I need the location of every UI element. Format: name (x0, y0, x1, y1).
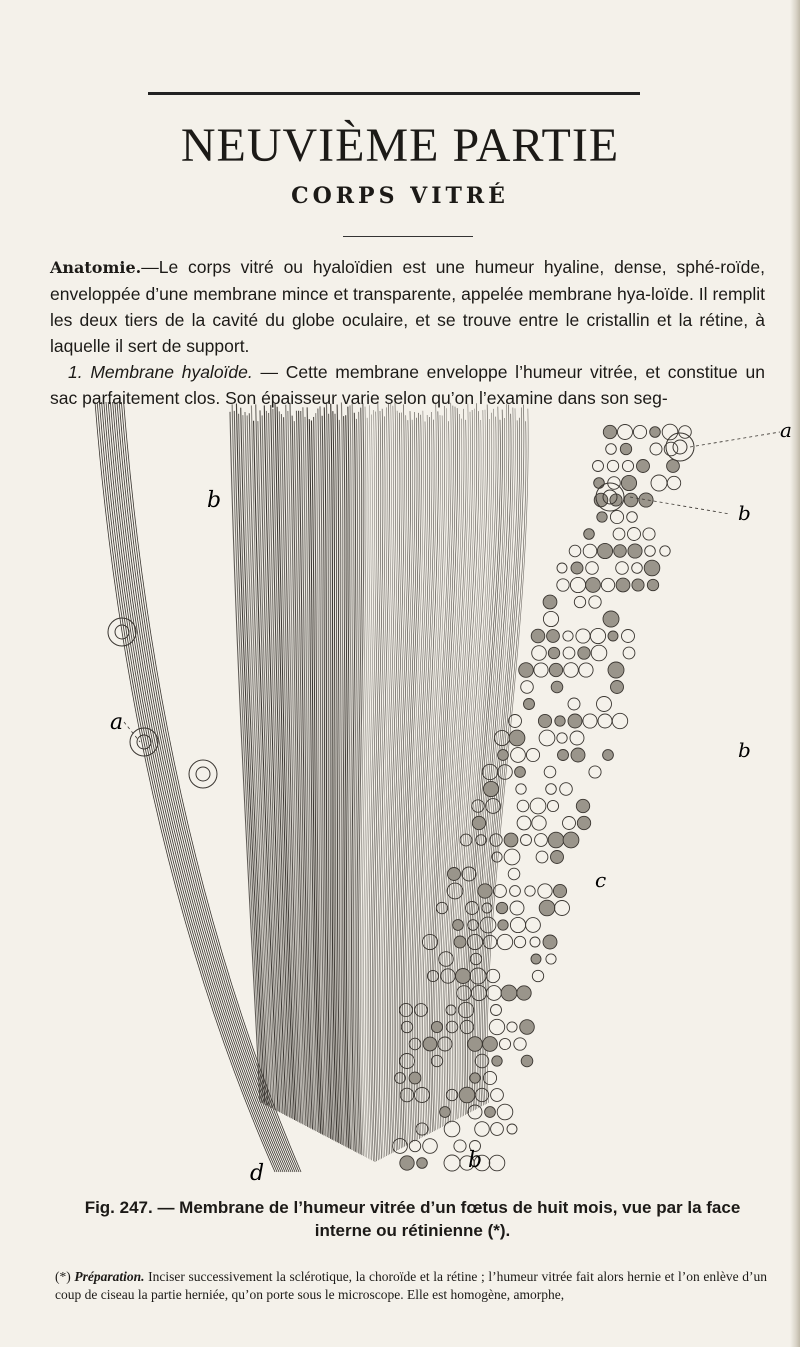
label-d: d (250, 1161, 265, 1185)
figure-number: Fig. 247. (84, 1198, 153, 1217)
label-a-right: a (780, 418, 792, 442)
label-b-right-upper: b (738, 501, 751, 525)
anatomie-label: Anatomie. (50, 258, 142, 277)
paragraph-anatomie (50, 254, 765, 359)
fiber-layer (95, 402, 528, 1172)
label-a-left: a (110, 710, 124, 735)
paragraph-2-label: 1. Membrane hyaloïde. (68, 362, 253, 382)
top-rule (148, 92, 640, 95)
section-rule (343, 236, 473, 237)
figure-illustration (90, 402, 795, 1185)
body-text (50, 254, 765, 411)
part-title: NEUVIÈME PARTIE (180, 119, 620, 172)
footnote-label: Préparation. (74, 1269, 145, 1284)
label-c: c (595, 868, 607, 892)
footnote-text: Inciser successivement la sclérotique, la choroïde et la rétine ; l’humeur vitrée fait alors hernie et l’on enlève d’un coup de ciseau la partie herniée, qu’on porte sous le microscope. Elle est homogène, amorphe, (55, 1269, 767, 1302)
figure-caption (60, 1196, 765, 1242)
label-b-right-middle: b (738, 738, 751, 762)
label-leaders (124, 432, 780, 742)
paragraph-2-text: — Cette membrane enveloppe l’humeur vitrée, et constitue un sac parfaitement clos. Son épaisseur varie selon qu’on l’examine dans son seg- (50, 362, 765, 408)
paragraph-1-text: —Le corps vitré ou hyaloïdien est une humeur hyaline, dense, sphé-roïde, enveloppée d’une membrane mince et transparente, appelée membrane hya-loïde. Il remplit les deux tiers de la cavité du globe oculaire, et se trouve entre le cristallin et la rétine, à laquelle il sert de support. (50, 257, 765, 356)
label-b-top-left: b (207, 488, 222, 513)
section-title: CORPS VITRÉ (291, 183, 509, 209)
label-b-bottom: b (468, 1148, 483, 1173)
figure-247 (90, 402, 795, 1185)
caption-text: — Membrane de l’humeur vitrée d’un fœtus de huit mois, vue par la face interne ou rétinienne (*). (157, 1198, 741, 1240)
footnote (55, 1268, 767, 1304)
footnote-marker: (*) (55, 1269, 71, 1284)
